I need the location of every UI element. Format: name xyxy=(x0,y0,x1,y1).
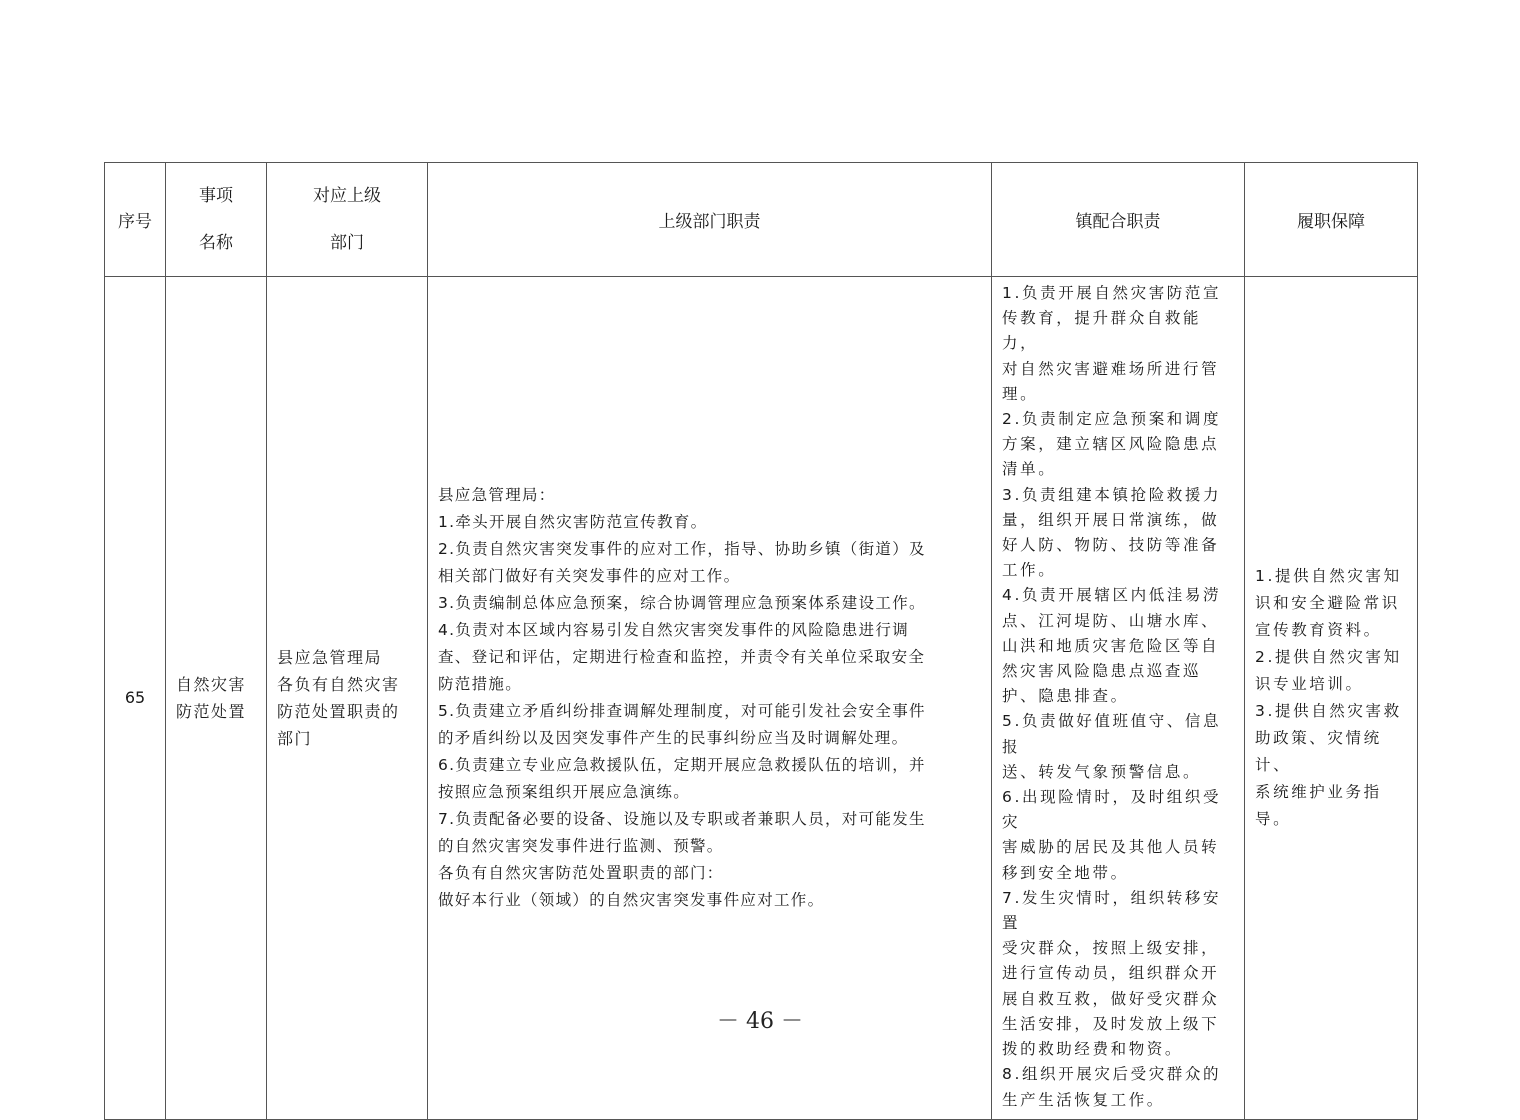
cell-guarantee: 1.提供自然灾害知 识和安全避险常识 宣传教育资料。 2.提供自然灾害知 识专业培训。 3.提供自然灾害救 助政策、灾情统计、 系统维护业务指 导。 xyxy=(1245,277,1418,1120)
header-guarantee: 履职保障 xyxy=(1245,163,1418,277)
cell-town-duty: 1.负责开展自然灾害防范宣 传教育，提升群众自救能力， 对自然灾害避难场所进行管 理。 2.负责制定应急预案和调度 方案，建立辖区风险隐患点 清单。 3.负责组建本镇抢险救援力 量，组织开展日常演练，做 好人防、物防、技防等准备 工作。 4.负责开展辖区内低洼易涝 点、江河堤防、山塘水库、 山洪和地质灾害危险区等自 然灾害风险隐患点巡查巡 护、隐患排查。 5.负责做好值班值守、信息报 送、转发气象预警信息。 6.出现险情时，及时组织受灾 害威胁的居民及其他人员转 移到安全地带。 7.发生灾情时，组织转移安置 受灾群众，按照上级安排， 进行宣传动员，组织群众开 展自救互救，做好受灾群众 生活安排，及时发放上级下 拨的救助经费和物资。 8.组织开展灾后受灾群众的 生产生活恢复工作。 xyxy=(992,277,1245,1120)
table-row xyxy=(105,277,1418,1120)
cell-seq: 65 xyxy=(105,277,166,1120)
page-number: － 46 － xyxy=(717,1009,803,1034)
header-dept: 对应上级 部门 xyxy=(267,163,428,277)
header-item-name: 事项 名称 xyxy=(166,163,267,277)
cell-dept: 县应急管理局 各负有自然灾害 防范处置职责的 部门 xyxy=(267,277,428,1120)
header-seq: 序号 xyxy=(105,163,166,277)
header-row xyxy=(105,163,1418,277)
header-town-duty: 镇配合职责 xyxy=(992,163,1245,277)
cell-upper-duty: 县应急管理局： 1.牵头开展自然灾害防范宣传教育。 2.负责自然灾害突发事件的应对工作，指导、协助乡镇（街道）及 相关部门做好有关突发事件的应对工作。 3.负责编制总体应急预案，综合协调管理应急预案体系建设工作。 4.负责对本区域内容易引发自然灾害突发事件的风险隐患进行调 查、登记和评估，定期进行检查和监控，并责令有关单位采取安全 防范措施。 5.负责建立矛盾纠纷排查调解处理制度，对可能引发社会安全事件 的矛盾纠纷以及因突发事件产生的民事纠纷应当及时调解处理。 6.负责建立专业应急救援队伍，定期开展应急救援队伍的培训，并 按照应急预案组织开展应急演练。 7.负责配备必要的设备、设施以及专职或者兼职人员，对可能发生 的自然灾害突发事件进行监测、预警。 各负有自然灾害防范处置职责的部门： 做好本行业（领域）的自然灾害突发事件应对工作。 xyxy=(428,277,992,1120)
duty-table xyxy=(104,162,1418,1120)
cell-item-name: 自然灾害 防范处置 xyxy=(166,277,267,1120)
header-upper-duty: 上级部门职责 xyxy=(428,163,992,277)
